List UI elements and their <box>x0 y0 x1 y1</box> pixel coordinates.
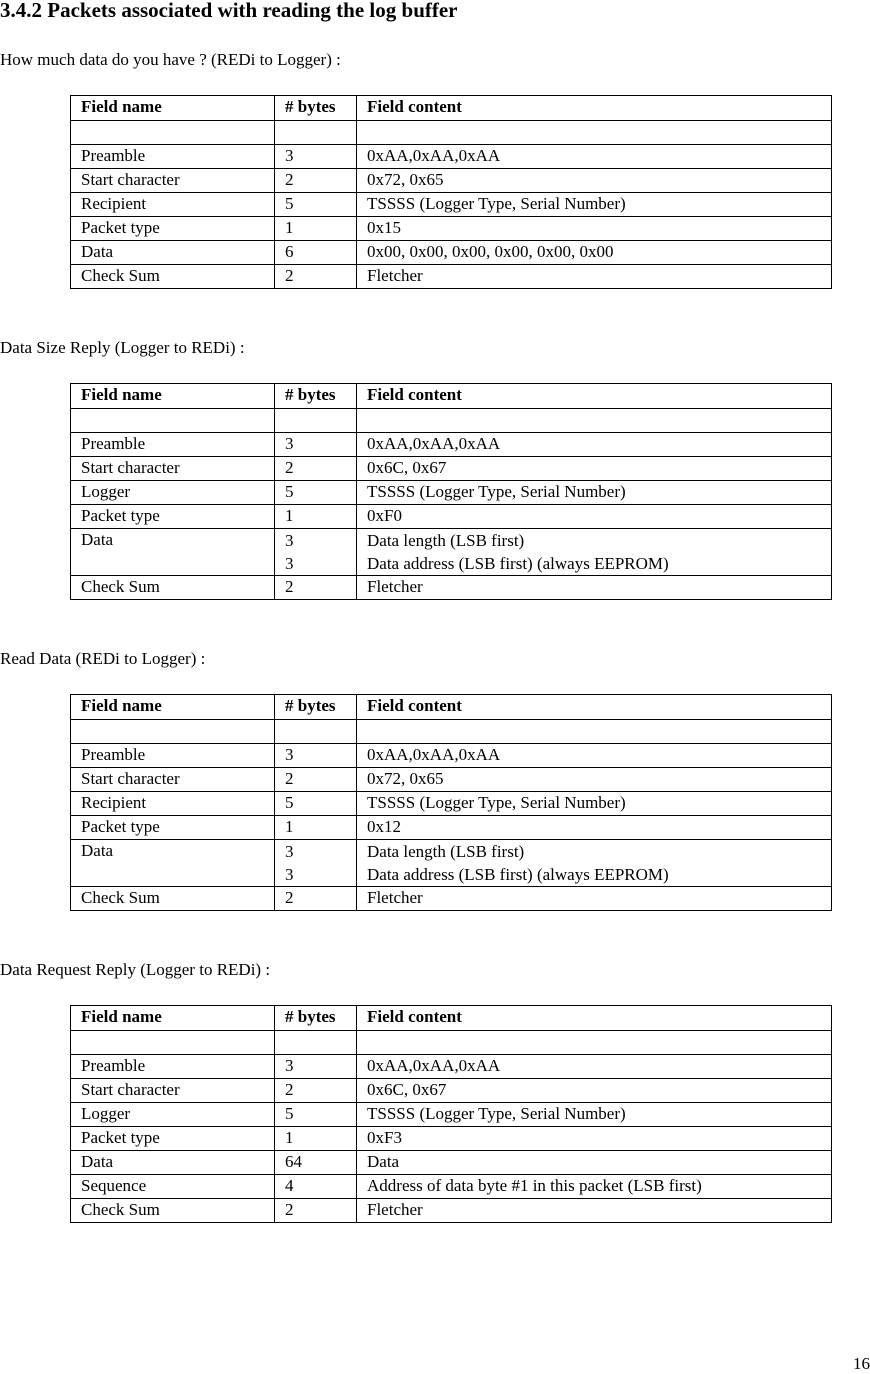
field-content-cell <box>357 1151 832 1175</box>
bytes-value: 4 <box>285 1176 294 1195</box>
table-header-row <box>71 96 832 121</box>
bytes-cell <box>275 768 357 792</box>
field-content-cell <box>357 241 832 265</box>
bytes-value: 1 <box>285 506 294 525</box>
column-header-bytes: # bytes <box>275 384 357 409</box>
field-content-value: Data length (LSB first) <box>367 842 525 861</box>
table-body <box>71 145 832 289</box>
table-blank-row <box>71 409 832 433</box>
column-header-field-name: Field name <box>71 1006 275 1031</box>
table-row <box>71 1103 832 1127</box>
blank-cell <box>71 121 275 145</box>
bytes-value: 2 <box>285 266 294 285</box>
column-header-field-content: Field content <box>357 384 832 409</box>
blank-cell <box>357 1031 832 1055</box>
bytes-value: 2 <box>285 458 294 477</box>
blank-cell <box>275 1031 357 1055</box>
column-header-field-name: Field name <box>71 384 275 409</box>
field-name-cell: Data <box>71 1151 275 1175</box>
field-content-value: 0x15 <box>367 218 401 237</box>
table-row <box>71 576 832 600</box>
table-row <box>71 1199 832 1223</box>
field-content-value: Fletcher <box>367 266 423 285</box>
field-name-cell: Data <box>71 241 275 265</box>
bytes-cell <box>275 481 357 505</box>
field-name-cell: Data <box>71 840 275 887</box>
packet-table <box>70 383 832 600</box>
bytes-value: 2 <box>285 1080 294 1099</box>
table-blank-row <box>71 1031 832 1055</box>
bytes-cell <box>275 792 357 816</box>
bytes-cell <box>275 1175 357 1199</box>
table-row <box>71 1151 832 1175</box>
field-content-cell <box>357 1103 832 1127</box>
bytes-cell <box>275 1055 357 1079</box>
field-name-cell: Packet type <box>71 816 275 840</box>
table-row <box>71 1175 832 1199</box>
bytes-value: 3 <box>285 531 294 550</box>
table-row <box>71 217 832 241</box>
table-body <box>71 744 832 911</box>
field-content-value: TSSSS (Logger Type, Serial Number) <box>367 194 626 213</box>
bytes-value: 2 <box>285 170 294 189</box>
bytes-value: 2 <box>285 769 294 788</box>
field-name-cell: Packet type <box>71 217 275 241</box>
bytes-cell <box>275 576 357 600</box>
bytes-value: 1 <box>285 218 294 237</box>
table-row <box>71 1127 832 1151</box>
table-header-row <box>71 695 832 720</box>
table-caption: Data Size Reply (Logger to REDi) : <box>0 338 245 357</box>
bytes-value: 3 <box>285 434 294 453</box>
field-content-cell <box>357 816 832 840</box>
bytes-cell <box>275 193 357 217</box>
field-content-cell <box>357 457 832 481</box>
bytes-value: 3 <box>285 1056 294 1075</box>
blank-cell <box>357 409 832 433</box>
field-content-cell <box>357 887 832 911</box>
field-content-value: TSSSS (Logger Type, Serial Number) <box>367 1104 626 1123</box>
table-row <box>71 145 832 169</box>
column-header-bytes: # bytes <box>275 695 357 720</box>
field-content-value: Data address (LSB first) (always EEPROM) <box>367 865 669 884</box>
field-content-cell <box>357 576 832 600</box>
table-row <box>71 768 832 792</box>
blank-cell <box>275 720 357 744</box>
bytes-value: 3 <box>285 146 294 165</box>
table-row <box>71 1055 832 1079</box>
table-header-row <box>71 384 832 409</box>
table-row <box>71 433 832 457</box>
table-header-row <box>71 1006 832 1031</box>
table-row <box>71 816 832 840</box>
bytes-value: 64 <box>285 1152 302 1171</box>
field-content-value: Fletcher <box>367 577 423 596</box>
blank-cell <box>275 121 357 145</box>
field-content-value: 0x72, 0x65 <box>367 769 444 788</box>
field-name-cell: Sequence <box>71 1175 275 1199</box>
field-name-cell: Check Sum <box>71 576 275 600</box>
bytes-cell <box>275 744 357 768</box>
bytes-value: 3 <box>285 865 294 884</box>
field-name-cell: Data <box>71 529 275 576</box>
bytes-value: 1 <box>285 817 294 836</box>
table-row <box>71 241 832 265</box>
table-blank-row <box>71 121 832 145</box>
bytes-value: 6 <box>285 242 294 261</box>
field-content-cell <box>357 193 832 217</box>
bytes-value: 2 <box>285 577 294 596</box>
bytes-value: 5 <box>285 1104 294 1123</box>
field-content-value: 0x12 <box>367 817 401 836</box>
field-content-value: 0xF3 <box>367 1128 402 1147</box>
bytes-value: 5 <box>285 482 294 501</box>
section-heading: 3.4.2 Packets associated with reading the log buffer <box>0 0 458 22</box>
field-content-cell <box>357 792 832 816</box>
bytes-cell <box>275 1151 357 1175</box>
table-row <box>71 505 832 529</box>
field-name-cell: Logger <box>71 481 275 505</box>
blank-cell <box>71 1031 275 1055</box>
column-header-field-name: Field name <box>71 96 275 121</box>
table-row <box>71 529 832 576</box>
column-header-field-content: Field content <box>357 695 832 720</box>
packet-table <box>70 1005 832 1223</box>
field-content-cell <box>357 265 832 289</box>
column-header-bytes: # bytes <box>275 1006 357 1031</box>
field-content-value: Data address (LSB first) (always EEPROM) <box>367 554 669 573</box>
bytes-cell <box>275 265 357 289</box>
table-row <box>71 792 832 816</box>
page-number: 16 <box>853 1354 870 1373</box>
table-row <box>71 887 832 911</box>
field-content-value: TSSSS (Logger Type, Serial Number) <box>367 482 626 501</box>
bytes-cell <box>275 241 357 265</box>
field-content-value: 0xAA,0xAA,0xAA <box>367 146 501 165</box>
field-name-cell: Start character <box>71 1079 275 1103</box>
column-header-field-content: Field content <box>357 1006 832 1031</box>
blank-cell <box>71 720 275 744</box>
table-row <box>71 457 832 481</box>
table-caption: Data Request Reply (Logger to REDi) : <box>0 960 271 979</box>
field-content-value: 0xAA,0xAA,0xAA <box>367 745 501 764</box>
field-content-cell <box>357 145 832 169</box>
table-body <box>71 1055 832 1223</box>
field-name-cell: Start character <box>71 768 275 792</box>
bytes-cell <box>275 217 357 241</box>
field-content-cell <box>357 1055 832 1079</box>
field-content-cell <box>357 433 832 457</box>
column-header-bytes: # bytes <box>275 96 357 121</box>
bytes-value: 3 <box>285 554 294 573</box>
bytes-cell <box>275 505 357 529</box>
field-content-value: 0xAA,0xAA,0xAA <box>367 434 501 453</box>
field-content-cell <box>357 505 832 529</box>
field-content-cell <box>357 217 832 241</box>
field-content-value: Fletcher <box>367 1200 423 1219</box>
table-row <box>71 840 832 887</box>
bytes-value: 3 <box>285 745 294 764</box>
table-blank-row <box>71 720 832 744</box>
table-row <box>71 193 832 217</box>
bytes-value: 2 <box>285 1200 294 1219</box>
field-content-cell <box>357 840 832 887</box>
field-content-cell <box>357 1199 832 1223</box>
field-name-cell: Packet type <box>71 505 275 529</box>
field-name-cell: Start character <box>71 457 275 481</box>
field-name-cell: Preamble <box>71 145 275 169</box>
packet-table <box>70 694 832 911</box>
field-content-value: Fletcher <box>367 888 423 907</box>
field-name-cell: Preamble <box>71 744 275 768</box>
field-name-cell: Preamble <box>71 1055 275 1079</box>
field-name-cell: Preamble <box>71 433 275 457</box>
table-body <box>71 433 832 600</box>
field-content-cell <box>357 481 832 505</box>
field-content-value: 0x6C, 0x67 <box>367 1080 447 1099</box>
bytes-value: 5 <box>285 793 294 812</box>
table-row <box>71 744 832 768</box>
field-content-cell <box>357 1127 832 1151</box>
blank-cell <box>357 121 832 145</box>
column-header-field-content: Field content <box>357 96 832 121</box>
bytes-cell <box>275 529 357 576</box>
field-content-value: 0x6C, 0x67 <box>367 458 447 477</box>
field-content-value: 0x72, 0x65 <box>367 170 444 189</box>
field-name-cell: Packet type <box>71 1127 275 1151</box>
field-content-value: 0xAA,0xAA,0xAA <box>367 1056 501 1075</box>
bytes-value: 5 <box>285 194 294 213</box>
field-name-cell: Recipient <box>71 792 275 816</box>
bytes-cell <box>275 1079 357 1103</box>
field-content-cell <box>357 744 832 768</box>
field-content-value: 0x00, 0x00, 0x00, 0x00, 0x00, 0x00 <box>367 242 614 261</box>
bytes-value: 3 <box>285 842 294 861</box>
field-content-value: Data <box>367 1152 400 1171</box>
field-content-cell <box>357 1079 832 1103</box>
field-name-cell: Check Sum <box>71 265 275 289</box>
bytes-cell <box>275 1199 357 1223</box>
bytes-cell <box>275 1127 357 1151</box>
column-header-field-name: Field name <box>71 695 275 720</box>
table-row <box>71 265 832 289</box>
table-row <box>71 1079 832 1103</box>
field-content-cell <box>357 529 832 576</box>
field-content-value: 0xF0 <box>367 506 402 525</box>
packet-table <box>70 95 832 289</box>
table-caption: How much data do you have ? (REDi to Logger) : <box>0 50 341 69</box>
bytes-cell <box>275 145 357 169</box>
bytes-cell <box>275 1103 357 1127</box>
field-content-value: Address of data byte #1 in this packet (LSB first) <box>367 1176 702 1195</box>
table-caption: Read Data (REDi to Logger) : <box>0 649 206 668</box>
field-content-cell <box>357 1175 832 1199</box>
field-name-cell: Logger <box>71 1103 275 1127</box>
bytes-cell <box>275 816 357 840</box>
field-content-cell <box>357 169 832 193</box>
bytes-value: 2 <box>285 888 294 907</box>
blank-cell <box>71 409 275 433</box>
field-content-value: Data length (LSB first) <box>367 531 525 550</box>
bytes-cell <box>275 433 357 457</box>
field-name-cell: Check Sum <box>71 1199 275 1223</box>
field-content-value: TSSSS (Logger Type, Serial Number) <box>367 793 626 812</box>
bytes-cell <box>275 457 357 481</box>
bytes-cell <box>275 887 357 911</box>
bytes-value: 1 <box>285 1128 294 1147</box>
table-row <box>71 169 832 193</box>
blank-cell <box>275 409 357 433</box>
table-row <box>71 481 832 505</box>
field-name-cell: Recipient <box>71 193 275 217</box>
field-name-cell: Check Sum <box>71 887 275 911</box>
blank-cell <box>357 720 832 744</box>
bytes-cell <box>275 169 357 193</box>
field-content-cell <box>357 768 832 792</box>
field-name-cell: Start character <box>71 169 275 193</box>
bytes-cell <box>275 840 357 887</box>
